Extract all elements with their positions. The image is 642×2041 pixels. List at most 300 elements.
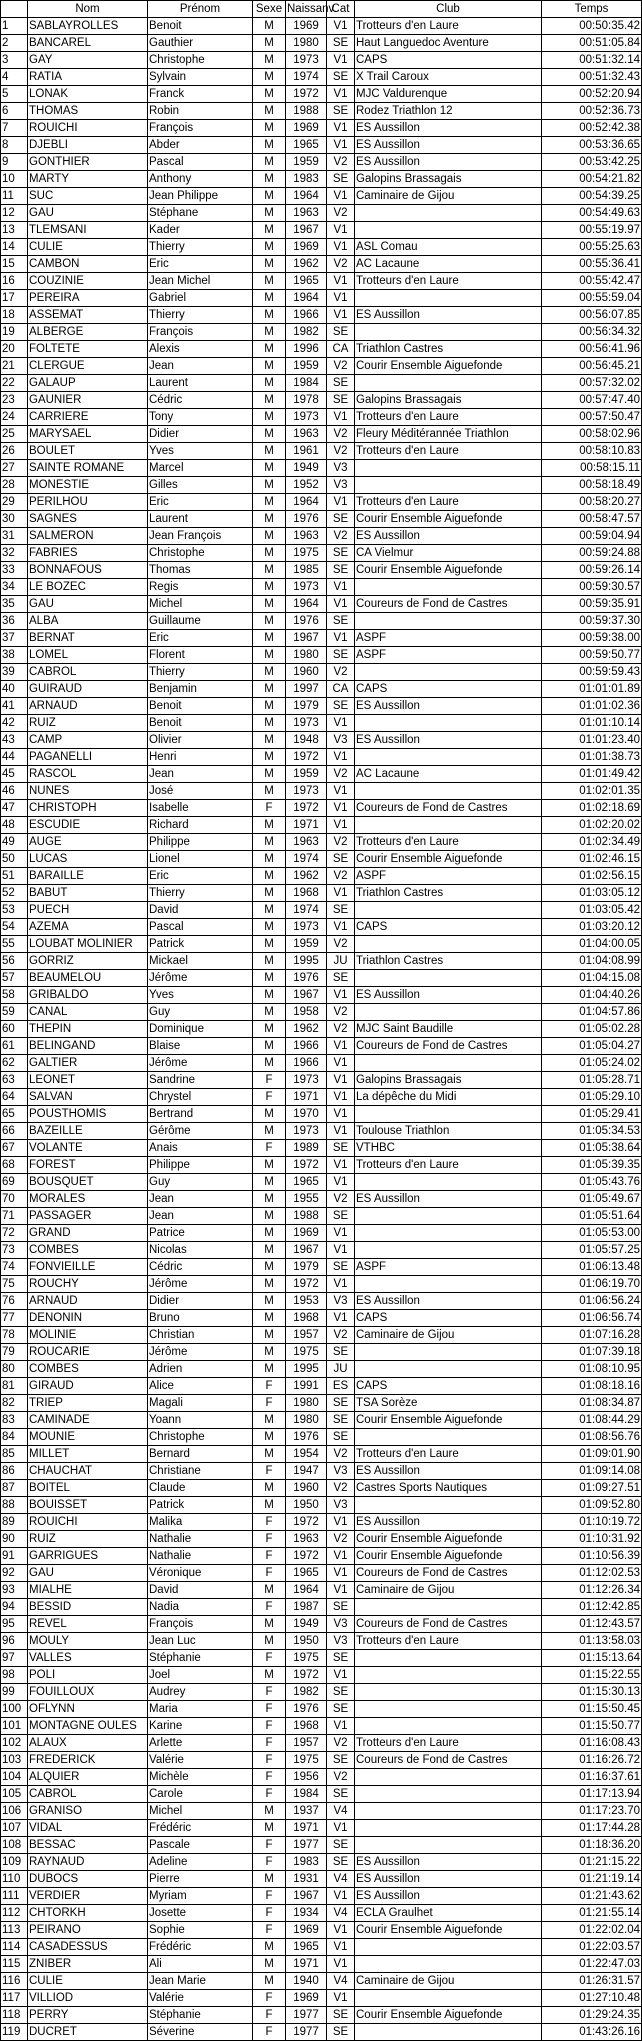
cell-naissance: 1969 [286, 18, 327, 35]
cell-naissance: 1953 [286, 1293, 327, 1310]
cell-cat: SE [327, 1429, 355, 1446]
cell-rank: 94 [1, 1599, 28, 1616]
cell-prenom: Eric [148, 256, 253, 273]
cell-naissance: 1964 [286, 290, 327, 307]
cell-rank: 117 [1, 1990, 28, 2007]
cell-prenom: Kader [148, 222, 253, 239]
cell-rank: 67 [1, 1140, 28, 1157]
cell-rank: 110 [1, 1871, 28, 1888]
cell-nom: RASCOL [28, 766, 148, 783]
cell-rank: 74 [1, 1259, 28, 1276]
cell-rank: 53 [1, 902, 28, 919]
cell-naissance: 1947 [286, 1463, 327, 1480]
cell-sexe: M [253, 647, 286, 664]
cell-club: Trotteurs d'en Laure [355, 494, 542, 511]
cell-club [355, 222, 542, 239]
cell-temps: 01:01:49.42 [542, 766, 642, 783]
cell-temps: 01:05:28.71 [542, 1072, 642, 1089]
cell-prenom: Adeline [148, 1854, 253, 1871]
cell-sexe: F [253, 1837, 286, 1854]
cell-cat: V1 [327, 86, 355, 103]
cell-nom: FOLTETE [28, 341, 148, 358]
table-row [1, 1565, 642, 1582]
cell-temps: 00:59:04.94 [542, 528, 642, 545]
cell-cat: V1 [327, 18, 355, 35]
cell-prenom: Yves [148, 987, 253, 1004]
cell-rank: 108 [1, 1837, 28, 1854]
cell-cat: V2 [327, 256, 355, 273]
cell-temps: 01:05:34.53 [542, 1123, 642, 1140]
table-row [1, 885, 642, 902]
cell-sexe: M [253, 953, 286, 970]
cell-sexe: M [253, 154, 286, 171]
cell-club [355, 1667, 542, 1684]
cell-temps: 01:12:43.57 [542, 1616, 642, 1633]
cell-naissance: 1973 [286, 783, 327, 800]
cell-prenom: Valérie [148, 1990, 253, 2007]
cell-temps: 01:22:47.03 [542, 1956, 642, 1973]
cell-club [355, 936, 542, 953]
cell-sexe: M [253, 1973, 286, 1990]
cell-prenom: Michel [148, 1803, 253, 1820]
cell-sexe: M [253, 715, 286, 732]
cell-naissance: 1972 [286, 1667, 327, 1684]
cell-club [355, 1956, 542, 1973]
cell-prenom: Pierre [148, 1871, 253, 1888]
cell-cat: V1 [327, 783, 355, 800]
cell-temps: 01:21:19.14 [542, 1871, 642, 1888]
cell-sexe: M [253, 1344, 286, 1361]
cell-temps: 01:05:24.02 [542, 1055, 642, 1072]
cell-club [355, 1174, 542, 1191]
cell-naissance: 1984 [286, 1786, 327, 1803]
cell-naissance: 1973 [286, 1072, 327, 1089]
cell-club [355, 1276, 542, 1293]
cell-temps: 00:58:02.96 [542, 426, 642, 443]
cell-nom: THEPIN [28, 1021, 148, 1038]
cell-rank: 73 [1, 1242, 28, 1259]
cell-sexe: M [253, 987, 286, 1004]
cell-temps: 01:05:02.28 [542, 1021, 642, 1038]
table-row [1, 1310, 642, 1327]
cell-rank: 104 [1, 1769, 28, 1786]
cell-temps: 01:04:15.08 [542, 970, 642, 987]
table-row [1, 1616, 642, 1633]
table-row [1, 732, 642, 749]
table-row [1, 936, 642, 953]
cell-nom: GAU [28, 1565, 148, 1582]
cell-cat: SE [327, 562, 355, 579]
cell-prenom: Anais [148, 1140, 253, 1157]
cell-nom: PEIRANO [28, 1922, 148, 1939]
cell-cat: V2 [327, 358, 355, 375]
cell-cat: V1 [327, 222, 355, 239]
cell-temps: 01:17:13.94 [542, 1786, 642, 1803]
table-row [1, 154, 642, 171]
cell-nom: GAU [28, 205, 148, 222]
cell-rank: 48 [1, 817, 28, 834]
cell-sexe: M [253, 885, 286, 902]
cell-naissance: 1972 [286, 800, 327, 817]
cell-prenom: Thierry [148, 239, 253, 256]
table-row [1, 1276, 642, 1293]
cell-sexe: M [253, 1038, 286, 1055]
cell-prenom: Josette [148, 1905, 253, 1922]
cell-sexe: M [253, 222, 286, 239]
cell-sexe: M [253, 341, 286, 358]
table-row [1, 324, 642, 341]
cell-prenom: Christian [148, 1327, 253, 1344]
cell-club: ASPF [355, 868, 542, 885]
header-row [1, 1, 642, 18]
cell-prenom: Patrick [148, 936, 253, 953]
cell-cat: V3 [327, 732, 355, 749]
cell-prenom: Jean [148, 766, 253, 783]
cell-prenom: Cédric [148, 392, 253, 409]
cell-naissance: 1962 [286, 1021, 327, 1038]
cell-naissance: 1995 [286, 953, 327, 970]
cell-cat: SE [327, 392, 355, 409]
cell-temps: 01:02:56.15 [542, 868, 642, 885]
cell-naissance: 1987 [286, 1599, 327, 1616]
cell-temps: 00:57:32.02 [542, 375, 642, 392]
cell-club [355, 1769, 542, 1786]
table-row [1, 919, 642, 936]
cell-prenom: Michel [148, 596, 253, 613]
cell-sexe: M [253, 137, 286, 154]
cell-club [355, 1599, 542, 1616]
cell-nom: CHTORKH [28, 1905, 148, 1922]
cell-club [355, 1820, 542, 1837]
cell-temps: 00:55:25.63 [542, 239, 642, 256]
cell-rank: 81 [1, 1378, 28, 1395]
table-row [1, 511, 642, 528]
cell-nom: OFLYNN [28, 1701, 148, 1718]
table-row [1, 1191, 642, 1208]
cell-rank: 3 [1, 52, 28, 69]
cell-prenom: Stéphane [148, 205, 253, 222]
cell-nom: FOUILLOUX [28, 1684, 148, 1701]
table-row [1, 647, 642, 664]
cell-nom: GAY [28, 52, 148, 69]
table-row [1, 1480, 642, 1497]
cell-rank: 8 [1, 137, 28, 154]
cell-prenom: Pascal [148, 919, 253, 936]
cell-sexe: M [253, 545, 286, 562]
cell-prenom: Laurent [148, 375, 253, 392]
header-rank [1, 1, 28, 18]
cell-cat: V1 [327, 239, 355, 256]
cell-cat: V2 [327, 868, 355, 885]
cell-prenom: Patrick [148, 1497, 253, 1514]
cell-nom: FABRIES [28, 545, 148, 562]
cell-prenom: Jean Luc [148, 1633, 253, 1650]
table-row [1, 1973, 642, 1990]
cell-cat: SE [327, 545, 355, 562]
cell-club [355, 205, 542, 222]
table-row [1, 307, 642, 324]
cell-rank: 65 [1, 1106, 28, 1123]
cell-prenom: Véronique [148, 1565, 253, 1582]
cell-naissance: 1958 [286, 1004, 327, 1021]
cell-nom: BESSID [28, 1599, 148, 1616]
cell-sexe: M [253, 664, 286, 681]
cell-nom: THOMAS [28, 103, 148, 120]
table-row [1, 69, 642, 86]
cell-sexe: F [253, 1599, 286, 1616]
table-row [1, 18, 642, 35]
cell-prenom: Ali [148, 1956, 253, 1973]
cell-cat: V1 [327, 1123, 355, 1140]
table-row [1, 987, 642, 1004]
cell-prenom: Nadia [148, 1599, 253, 1616]
cell-naissance: 1963 [286, 834, 327, 851]
cell-sexe: M [253, 919, 286, 936]
cell-prenom: Blaise [148, 1038, 253, 1055]
cell-rank: 105 [1, 1786, 28, 1803]
cell-temps: 01:03:20.12 [542, 919, 642, 936]
cell-rank: 50 [1, 851, 28, 868]
cell-nom: MONESTIE [28, 477, 148, 494]
cell-sexe: M [253, 1803, 286, 1820]
cell-temps: 01:01:02.36 [542, 698, 642, 715]
cell-naissance: 1975 [286, 1650, 327, 1667]
cell-cat: V1 [327, 494, 355, 511]
cell-cat: V3 [327, 460, 355, 477]
cell-temps: 01:10:31.92 [542, 1531, 642, 1548]
cell-club: ES Aussillon [355, 1191, 542, 1208]
table-row [1, 35, 642, 52]
cell-nom: ESCUDIE [28, 817, 148, 834]
cell-club: ASL Comau [355, 239, 542, 256]
cell-prenom: Isabelle [148, 800, 253, 817]
cell-cat: V1 [327, 630, 355, 647]
cell-temps: 00:51:05.84 [542, 35, 642, 52]
cell-naissance: 1961 [286, 443, 327, 460]
table-row [1, 460, 642, 477]
cell-club [355, 970, 542, 987]
cell-club: Trotteurs d'en Laure [355, 1446, 542, 1463]
cell-prenom: Gérôme [148, 1123, 253, 1140]
cell-club [355, 375, 542, 392]
cell-club: AC Lacaune [355, 256, 542, 273]
table-row [1, 205, 642, 222]
cell-prenom: Audrey [148, 1684, 253, 1701]
cell-temps: 01:22:03.57 [542, 1939, 642, 1956]
cell-club: CAPS [355, 681, 542, 698]
table-row [1, 137, 642, 154]
cell-rank: 96 [1, 1633, 28, 1650]
cell-nom: COMBES [28, 1242, 148, 1259]
table-row [1, 1463, 642, 1480]
cell-naissance: 1967 [286, 1888, 327, 1905]
cell-naissance: 1967 [286, 222, 327, 239]
cell-rank: 85 [1, 1446, 28, 1463]
cell-temps: 01:09:52.80 [542, 1497, 642, 1514]
table-row [1, 749, 642, 766]
cell-nom: CANAL [28, 1004, 148, 1021]
cell-sexe: M [253, 239, 286, 256]
cell-nom: TLEMSANI [28, 222, 148, 239]
cell-sexe: F [253, 1701, 286, 1718]
cell-club: Haut Languedoc Aventure [355, 35, 542, 52]
cell-temps: 00:54:49.63 [542, 205, 642, 222]
cell-sexe: F [253, 1514, 286, 1531]
cell-rank: 57 [1, 970, 28, 987]
cell-rank: 111 [1, 1888, 28, 1905]
cell-cat: V2 [327, 443, 355, 460]
cell-naissance: 1965 [286, 1174, 327, 1191]
cell-sexe: F [253, 1854, 286, 1871]
table-row [1, 375, 642, 392]
cell-club: ES Aussillon [355, 120, 542, 137]
table-row [1, 562, 642, 579]
cell-prenom: José [148, 783, 253, 800]
cell-prenom: Karine [148, 1718, 253, 1735]
cell-club [355, 715, 542, 732]
cell-naissance: 1974 [286, 851, 327, 868]
cell-rank: 11 [1, 188, 28, 205]
cell-rank: 23 [1, 392, 28, 409]
cell-club: MJC Saint Baudille [355, 1021, 542, 1038]
table-row [1, 1650, 642, 1667]
cell-club: CAPS [355, 919, 542, 936]
cell-club [355, 1004, 542, 1021]
cell-sexe: M [253, 1208, 286, 1225]
cell-naissance: 1975 [286, 1344, 327, 1361]
cell-prenom: Didier [148, 1293, 253, 1310]
cell-nom: BEAUMELOU [28, 970, 148, 987]
cell-sexe: M [253, 613, 286, 630]
table-row [1, 171, 642, 188]
cell-rank: 28 [1, 477, 28, 494]
cell-cat: V2 [327, 205, 355, 222]
cell-sexe: M [253, 1616, 286, 1633]
table-row [1, 1905, 642, 1922]
cell-nom: VALLES [28, 1650, 148, 1667]
cell-prenom: Jérôme [148, 1276, 253, 1293]
cell-cat: V2 [327, 664, 355, 681]
cell-rank: 97 [1, 1650, 28, 1667]
cell-cat: V1 [327, 1310, 355, 1327]
cell-sexe: M [253, 936, 286, 953]
cell-cat: V4 [327, 1803, 355, 1820]
cell-nom: NUNES [28, 783, 148, 800]
cell-rank: 29 [1, 494, 28, 511]
cell-temps: 00:52:20.94 [542, 86, 642, 103]
cell-prenom: Benjamin [148, 681, 253, 698]
cell-sexe: M [253, 1582, 286, 1599]
cell-temps: 01:01:38.73 [542, 749, 642, 766]
cell-temps: 01:02:34.49 [542, 834, 642, 851]
cell-sexe: M [253, 1004, 286, 1021]
cell-sexe: M [253, 290, 286, 307]
cell-rank: 49 [1, 834, 28, 851]
cell-club [355, 1225, 542, 1242]
cell-naissance: 1969 [286, 1922, 327, 1939]
cell-cat: SE [327, 35, 355, 52]
cell-temps: 01:43:26.16 [542, 2024, 642, 2041]
cell-prenom: Jérôme [148, 1344, 253, 1361]
cell-temps: 00:57:50.47 [542, 409, 642, 426]
cell-rank: 75 [1, 1276, 28, 1293]
cell-sexe: M [253, 1055, 286, 1072]
cell-nom: LOUBAT MOLINIER [28, 936, 148, 953]
cell-temps: 01:17:23.70 [542, 1803, 642, 1820]
cell-cat: V1 [327, 885, 355, 902]
cell-nom: BONNAFOUS [28, 562, 148, 579]
cell-club [355, 579, 542, 596]
table-row [1, 1361, 642, 1378]
table-row [1, 953, 642, 970]
cell-sexe: F [253, 1565, 286, 1582]
cell-temps: 01:08:18.16 [542, 1378, 642, 1395]
table-row [1, 1021, 642, 1038]
cell-rank: 103 [1, 1752, 28, 1769]
cell-temps: 01:16:08.43 [542, 1735, 642, 1752]
cell-naissance: 1972 [286, 1276, 327, 1293]
cell-sexe: M [253, 732, 286, 749]
cell-nom: ROUCARIE [28, 1344, 148, 1361]
cell-prenom: Christophe [148, 545, 253, 562]
cell-nom: SABLAYROLLES [28, 18, 148, 35]
cell-club: Trotteurs d'en Laure [355, 273, 542, 290]
cell-sexe: F [253, 1684, 286, 1701]
cell-club: ES Aussillon [355, 1854, 542, 1871]
table-row [1, 1446, 642, 1463]
cell-sexe: M [253, 1361, 286, 1378]
table-row [1, 1089, 642, 1106]
cell-cat: V1 [327, 715, 355, 732]
cell-sexe: M [253, 188, 286, 205]
cell-cat: V1 [327, 1072, 355, 1089]
cell-cat: V1 [327, 1157, 355, 1174]
cell-prenom: Sandrine [148, 1072, 253, 1089]
table-row [1, 239, 642, 256]
cell-sexe: M [253, 443, 286, 460]
cell-rank: 13 [1, 222, 28, 239]
cell-rank: 72 [1, 1225, 28, 1242]
cell-club [355, 783, 542, 800]
table-row [1, 834, 642, 851]
cell-prenom: Frédéric [148, 1820, 253, 1837]
cell-prenom: Alice [148, 1378, 253, 1395]
cell-rank: 60 [1, 1021, 28, 1038]
cell-naissance: 1940 [286, 1973, 327, 1990]
table-row [1, 1004, 642, 1021]
cell-sexe: M [253, 1480, 286, 1497]
cell-cat: V1 [327, 1820, 355, 1837]
cell-naissance: 1967 [286, 1242, 327, 1259]
cell-prenom: Jean [148, 1208, 253, 1225]
cell-nom: FREDERICK [28, 1752, 148, 1769]
cell-nom: GRANISO [28, 1803, 148, 1820]
table-row [1, 1497, 642, 1514]
cell-rank: 109 [1, 1854, 28, 1871]
cell-sexe: M [253, 1956, 286, 1973]
cell-nom: PEREIRA [28, 290, 148, 307]
cell-temps: 01:16:26.72 [542, 1752, 642, 1769]
cell-sexe: M [253, 1667, 286, 1684]
table-row [1, 1786, 642, 1803]
cell-temps: 01:05:57.25 [542, 1242, 642, 1259]
cell-temps: 01:13:58.03 [542, 1633, 642, 1650]
cell-sexe: F [253, 1089, 286, 1106]
cell-prenom: Florent [148, 647, 253, 664]
cell-cat: SE [327, 511, 355, 528]
cell-naissance: 1976 [286, 613, 327, 630]
cell-naissance: 1976 [286, 1429, 327, 1446]
